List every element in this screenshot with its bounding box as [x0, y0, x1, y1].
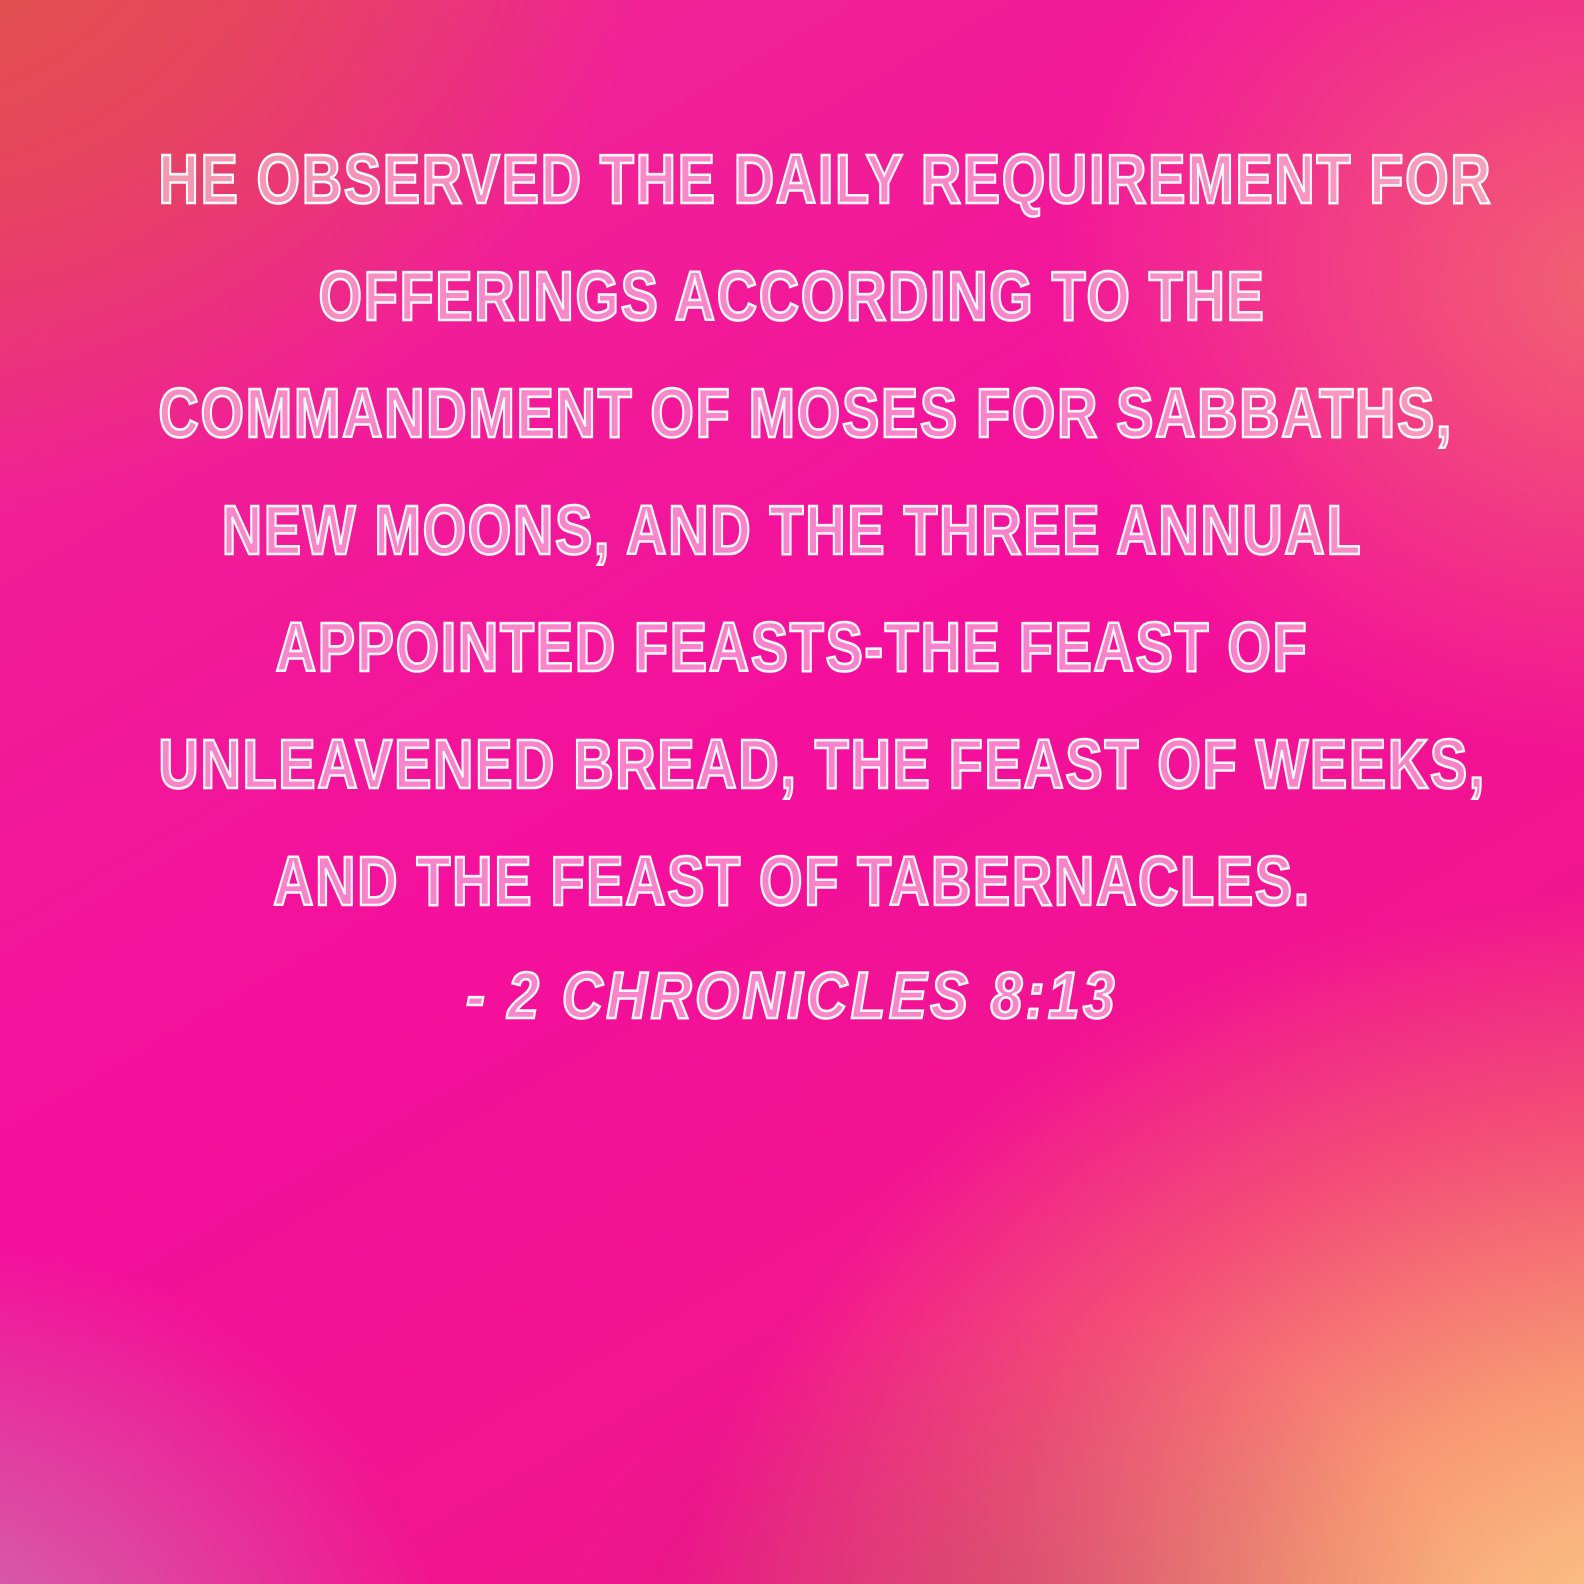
verse-reference: - 2 CHRONICLES 8:13 [465, 958, 1118, 1032]
verse-line: OFFERINGS ACCORDING TO THE [318, 257, 1266, 335]
verse-line: APPOINTED FEASTS-THE FEAST OF [275, 608, 1309, 686]
verse-line: COMMANDMENT OF MOSES FOR SABBATHS, [158, 374, 1454, 452]
verse-quote-block [0, 121, 1584, 1057]
verse-line: AND THE FEAST OF TABERNACLES. [273, 842, 1311, 920]
verse-line: HE OBSERVED THE DAILY REQUIREMENT FOR [158, 140, 1493, 218]
verse-line: UNLEAVENED BREAD, THE FEAST OF WEEKS, [158, 725, 1486, 803]
verse-line: NEW MOONS, AND THE THREE ANNUAL [221, 491, 1363, 569]
